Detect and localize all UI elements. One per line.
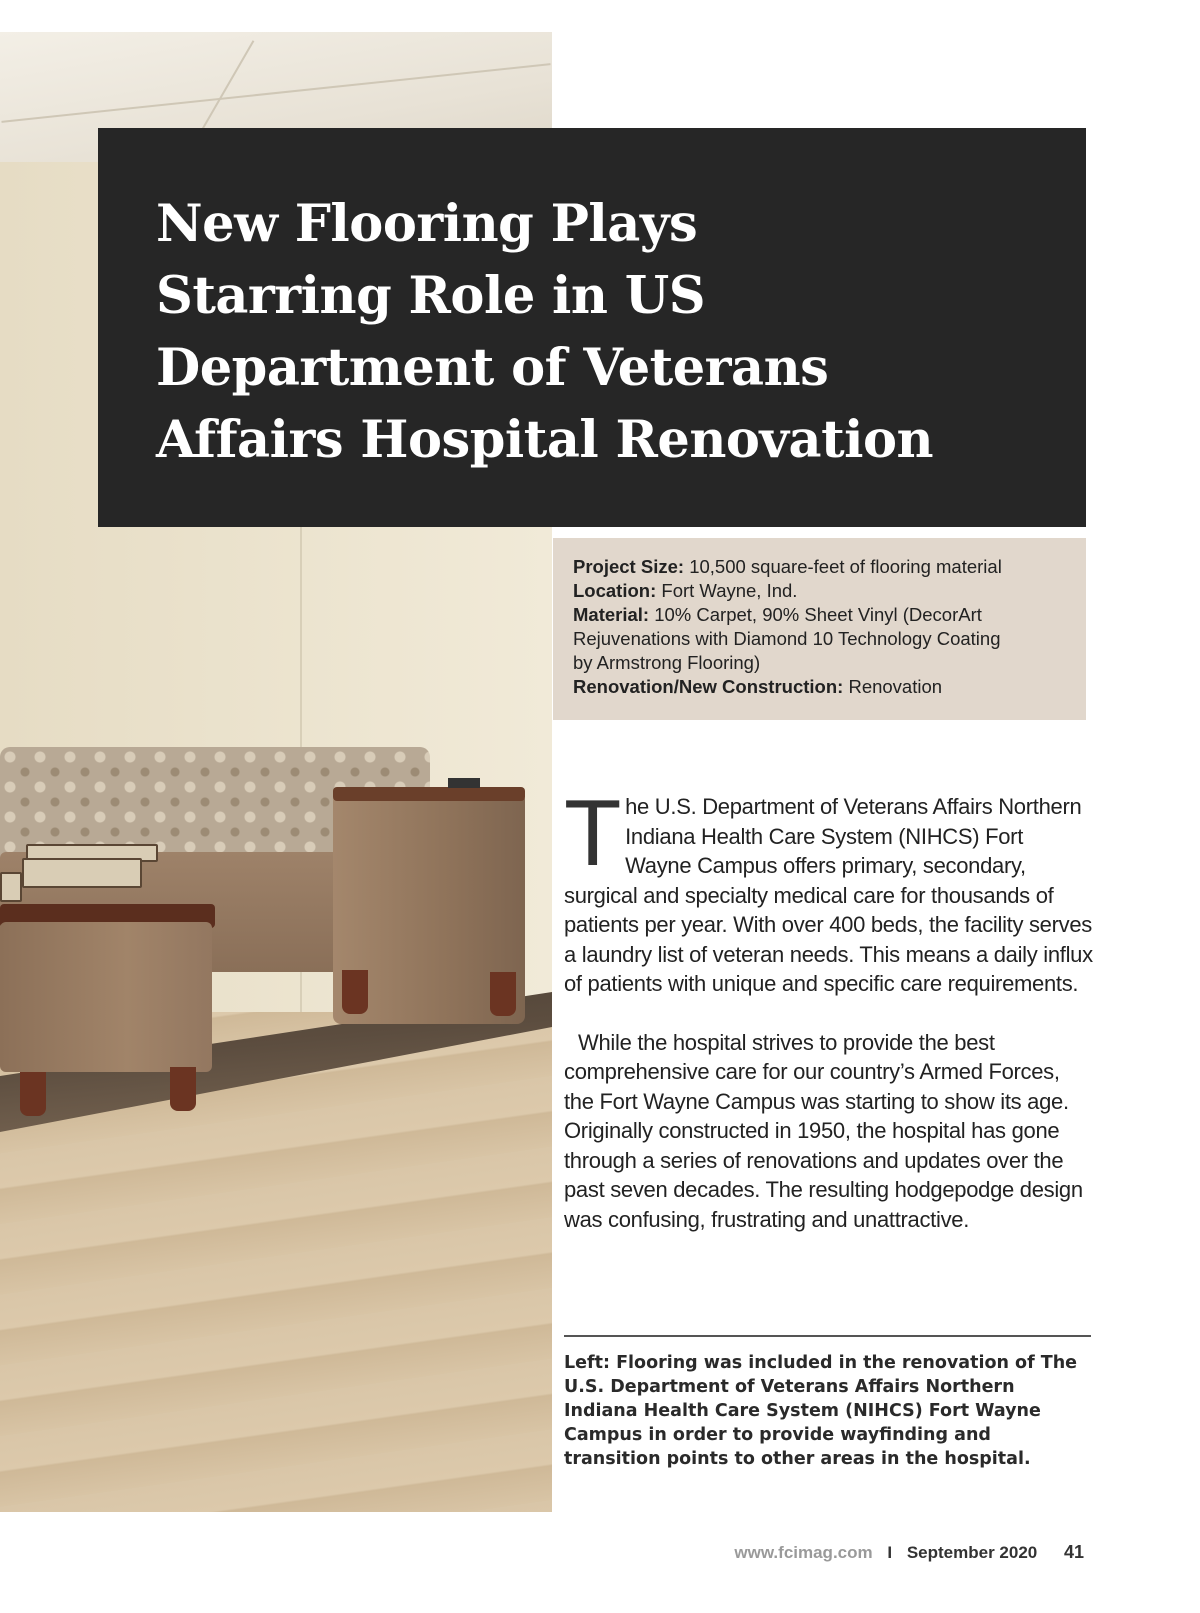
photo-caption: Left: Flooring was included in the renovation of The U.S. Department of Veterans Affairs Northern Indiana Health Care System (NIHCS) Fort Wayne Campus in order to provide wayfinding and transition points to other areas in the hospital. — [564, 1353, 1078, 1469]
page-footer — [734, 1542, 1084, 1563]
caption-divider — [564, 1335, 1091, 1337]
paragraph-text: he U.S. Department of Veterans Affairs Northern Indiana Health Care System (NIHCS) Fort Wayne Campus offers primary, secondary, surgical and specialty medical care for thousands of patients per year. With over 400 beds, the facility serves a laundry list of veteran needs. This means a daily influx of patients with unique and specific care requirements. — [564, 794, 1093, 996]
fact-label: Location: — [573, 580, 657, 601]
photo-ottoman-leg — [20, 1072, 46, 1116]
fact-value: Fort Wayne, Ind. — [661, 580, 798, 601]
fact-label: Project Size: — [573, 556, 685, 577]
fact-material-cont: by Armstrong Flooring) — [573, 652, 761, 673]
photo-sofa-leg — [490, 972, 516, 1016]
fact-value: 10,500 square-feet of flooring material — [689, 556, 1002, 577]
fact-value: Renovation — [848, 676, 943, 697]
footer-separator: I — [887, 1543, 893, 1562]
footer-date: September 2020 — [906, 1543, 1038, 1562]
fact-location — [573, 579, 1066, 603]
project-facts-box — [553, 538, 1086, 720]
article-body — [564, 780, 1094, 1234]
fact-value: 10% Carpet, 90% Sheet Vinyl (DecorArt — [654, 604, 982, 625]
photo-ottoman-leg — [170, 1067, 196, 1111]
article-paragraph — [564, 780, 1094, 999]
fact-project-size — [573, 555, 1066, 579]
photo-book — [0, 872, 22, 902]
headline-line: Affairs Hospital Renovation — [156, 410, 934, 470]
fact-label: Renovation/New Construction: — [573, 676, 844, 697]
drop-cap: T — [564, 780, 622, 885]
article-headline — [156, 188, 1046, 476]
fact-renovation — [573, 675, 1066, 699]
page-number: 41 — [1063, 1542, 1084, 1562]
headline-line: Department of Veterans — [156, 338, 829, 398]
photo-book — [22, 858, 142, 888]
photo-sofa-leg — [342, 970, 368, 1014]
photo-ottoman — [0, 922, 212, 1072]
fact-material — [573, 603, 1066, 627]
photo-sofa-arm-top — [333, 787, 525, 801]
headline-line: New Flooring Plays — [156, 194, 698, 254]
photo-device — [448, 778, 480, 788]
article-paragraph: While the hospital strives to provide the best comprehensive care for our country’s Armed Forces, the Fort Wayne Campus was starting to show its age. Originally constructed in 1950, the hospital has gone through a series of renovations and updates over the past seven decades. The resulting hodgepodge design was confusing, frustrating and unattractive. — [564, 1029, 1083, 1232]
footer-url[interactable]: www.fcimag.com — [734, 1543, 873, 1562]
fact-label: Material: — [573, 604, 650, 625]
fact-material-cont: Rejuvenations with Diamond 10 Technology Coating — [573, 628, 1001, 649]
headline-line: Starring Role in US — [156, 266, 706, 326]
headline-box — [98, 128, 1086, 527]
